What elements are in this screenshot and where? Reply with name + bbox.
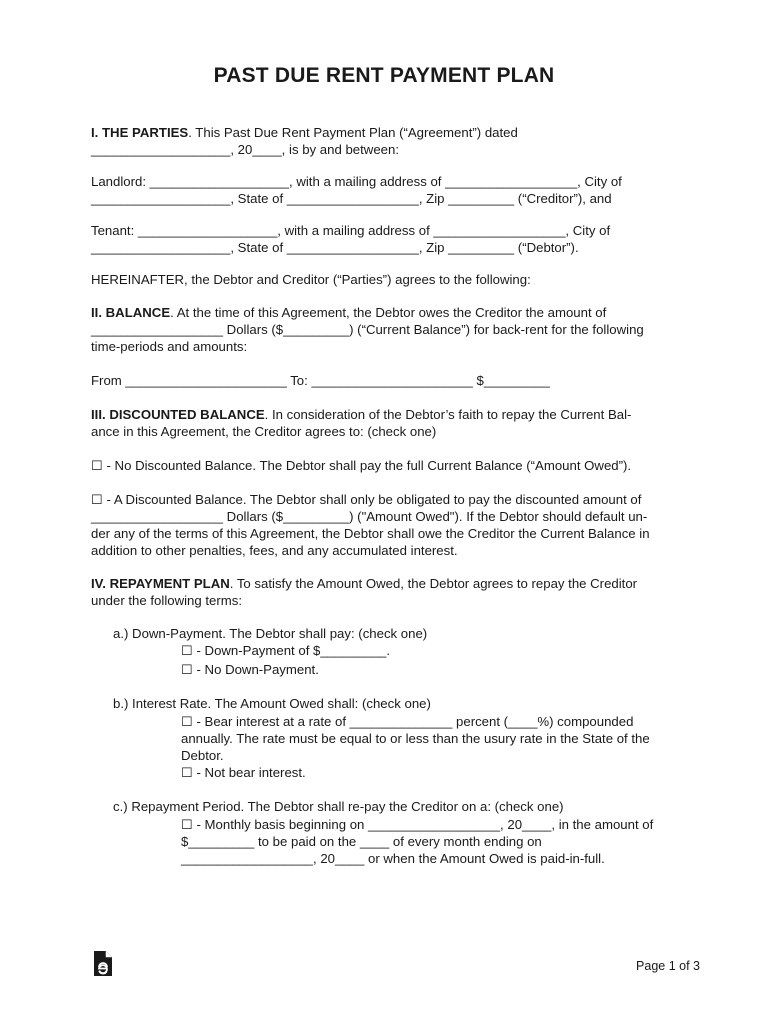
discounted-text: . In consideration of the Debtor’s faith to repay the Current Bal-: [264, 407, 632, 422]
parties-heading: I. THE PARTIES: [91, 125, 189, 140]
repayment-period-heading: c.) Repayment Period. The Debtor shall re-pay the Creditor on a: (check one): [113, 799, 564, 814]
discounted-heading: III. DISCOUNTED BALANCE: [91, 407, 265, 422]
balance-line-2: __________________ Dollars ($_________) (“Current Balance”) for back-rent for the following: [91, 322, 644, 337]
repayment-text: . To satisfy the Amount Owed, the Debtor agrees to repay the Creditor: [229, 576, 638, 591]
page-title: PAST DUE RENT PAYMENT PLAN: [213, 64, 555, 87]
no-down-payment-option: ☐ - No Down-Payment.: [181, 662, 319, 677]
from-to-line: From ______________________ To: ______________________ $_________: [91, 373, 550, 388]
balance-line-3: time-periods and amounts:: [91, 339, 248, 354]
down-payment-heading: a.) Down-Payment. The Debtor shall pay: (check one): [113, 626, 428, 641]
page-number: Page 1 of 3: [636, 959, 700, 973]
interest-rate-heading: b.) Interest Rate. The Amount Owed shall: (check one): [113, 696, 431, 711]
landlord-line-2: ___________________, State of __________________, Zip _________ (“Creditor”), and: [91, 191, 612, 206]
discounted-line-1: [91, 407, 631, 423]
tenant-line-1: Tenant: ___________________, with a mailing address of __________________, City of: [91, 223, 611, 238]
parties-text: . This Past Due Rent Payment Plan (“Agreement”) dated: [188, 125, 518, 140]
balance-heading: II. BALANCE: [91, 305, 171, 320]
balance-text: . At the time of this Agreement, the Debtor owes the Creditor the amount of: [170, 305, 607, 320]
no-discount-option: ☐ - No Discounted Balance. The Debtor shall pay the full Current Balance (“Amount Owed”).: [91, 458, 632, 473]
tenant-line-2: ___________________, State of __________________, Zip _________ (“Debtor”).: [91, 240, 579, 255]
parties-line-2: ___________________, 20____, is by and between:: [91, 142, 399, 157]
bear-interest-line-3: Debtor.: [181, 748, 224, 763]
discount-option-line-3: der any of the terms of this Agreement, the Debtor shall owe the Creditor the Current Balance in: [91, 526, 650, 541]
eforms-logo-icon: [93, 951, 113, 977]
bear-interest-line-2: annually. The rate must be equal to or less than the usury rate in the State of the: [181, 731, 650, 746]
no-interest-option: ☐ - Not bear interest.: [181, 765, 306, 780]
monthly-option-line-3: __________________, 20____ or when the Amount Owed is paid-in-full.: [181, 851, 605, 866]
discount-option-line-2: __________________ Dollars ($_________) ("Amount Owed"). If the Debtor should default un-: [91, 509, 648, 524]
repayment-line-1: [91, 576, 637, 592]
monthly-option-line-1: ☐ - Monthly basis beginning on __________________, 20____, in the amount of: [181, 817, 654, 832]
repayment-heading: IV. REPAYMENT PLAN: [91, 576, 230, 591]
monthly-option-line-2: $_________ to be paid on the ____ of every month ending on: [181, 834, 542, 849]
discounted-line-2: ance in this Agreement, the Creditor agrees to: (check one): [91, 424, 437, 439]
down-payment-option: ☐ - Down-Payment of $_________.: [181, 643, 391, 658]
discount-option-line-1: ☐ - A Discounted Balance. The Debtor shall only be obligated to pay the discounted amount of: [91, 492, 642, 507]
discount-option-line-4: addition to other penalties, fees, and any accumulated interest.: [91, 543, 458, 558]
landlord-line-1: Landlord: ___________________, with a mailing address of __________________, City of: [91, 174, 622, 189]
repayment-line-2: under the following terms:: [91, 593, 242, 608]
balance-line-1: [91, 305, 606, 321]
hereinafter-line: HEREINAFTER, the Debtor and Creditor (“Parties”) agrees to the following:: [91, 272, 531, 287]
bear-interest-line-1: ☐ - Bear interest at a rate of ______________ percent (____%) compounded: [181, 714, 634, 729]
parties-line-1: [91, 125, 518, 141]
